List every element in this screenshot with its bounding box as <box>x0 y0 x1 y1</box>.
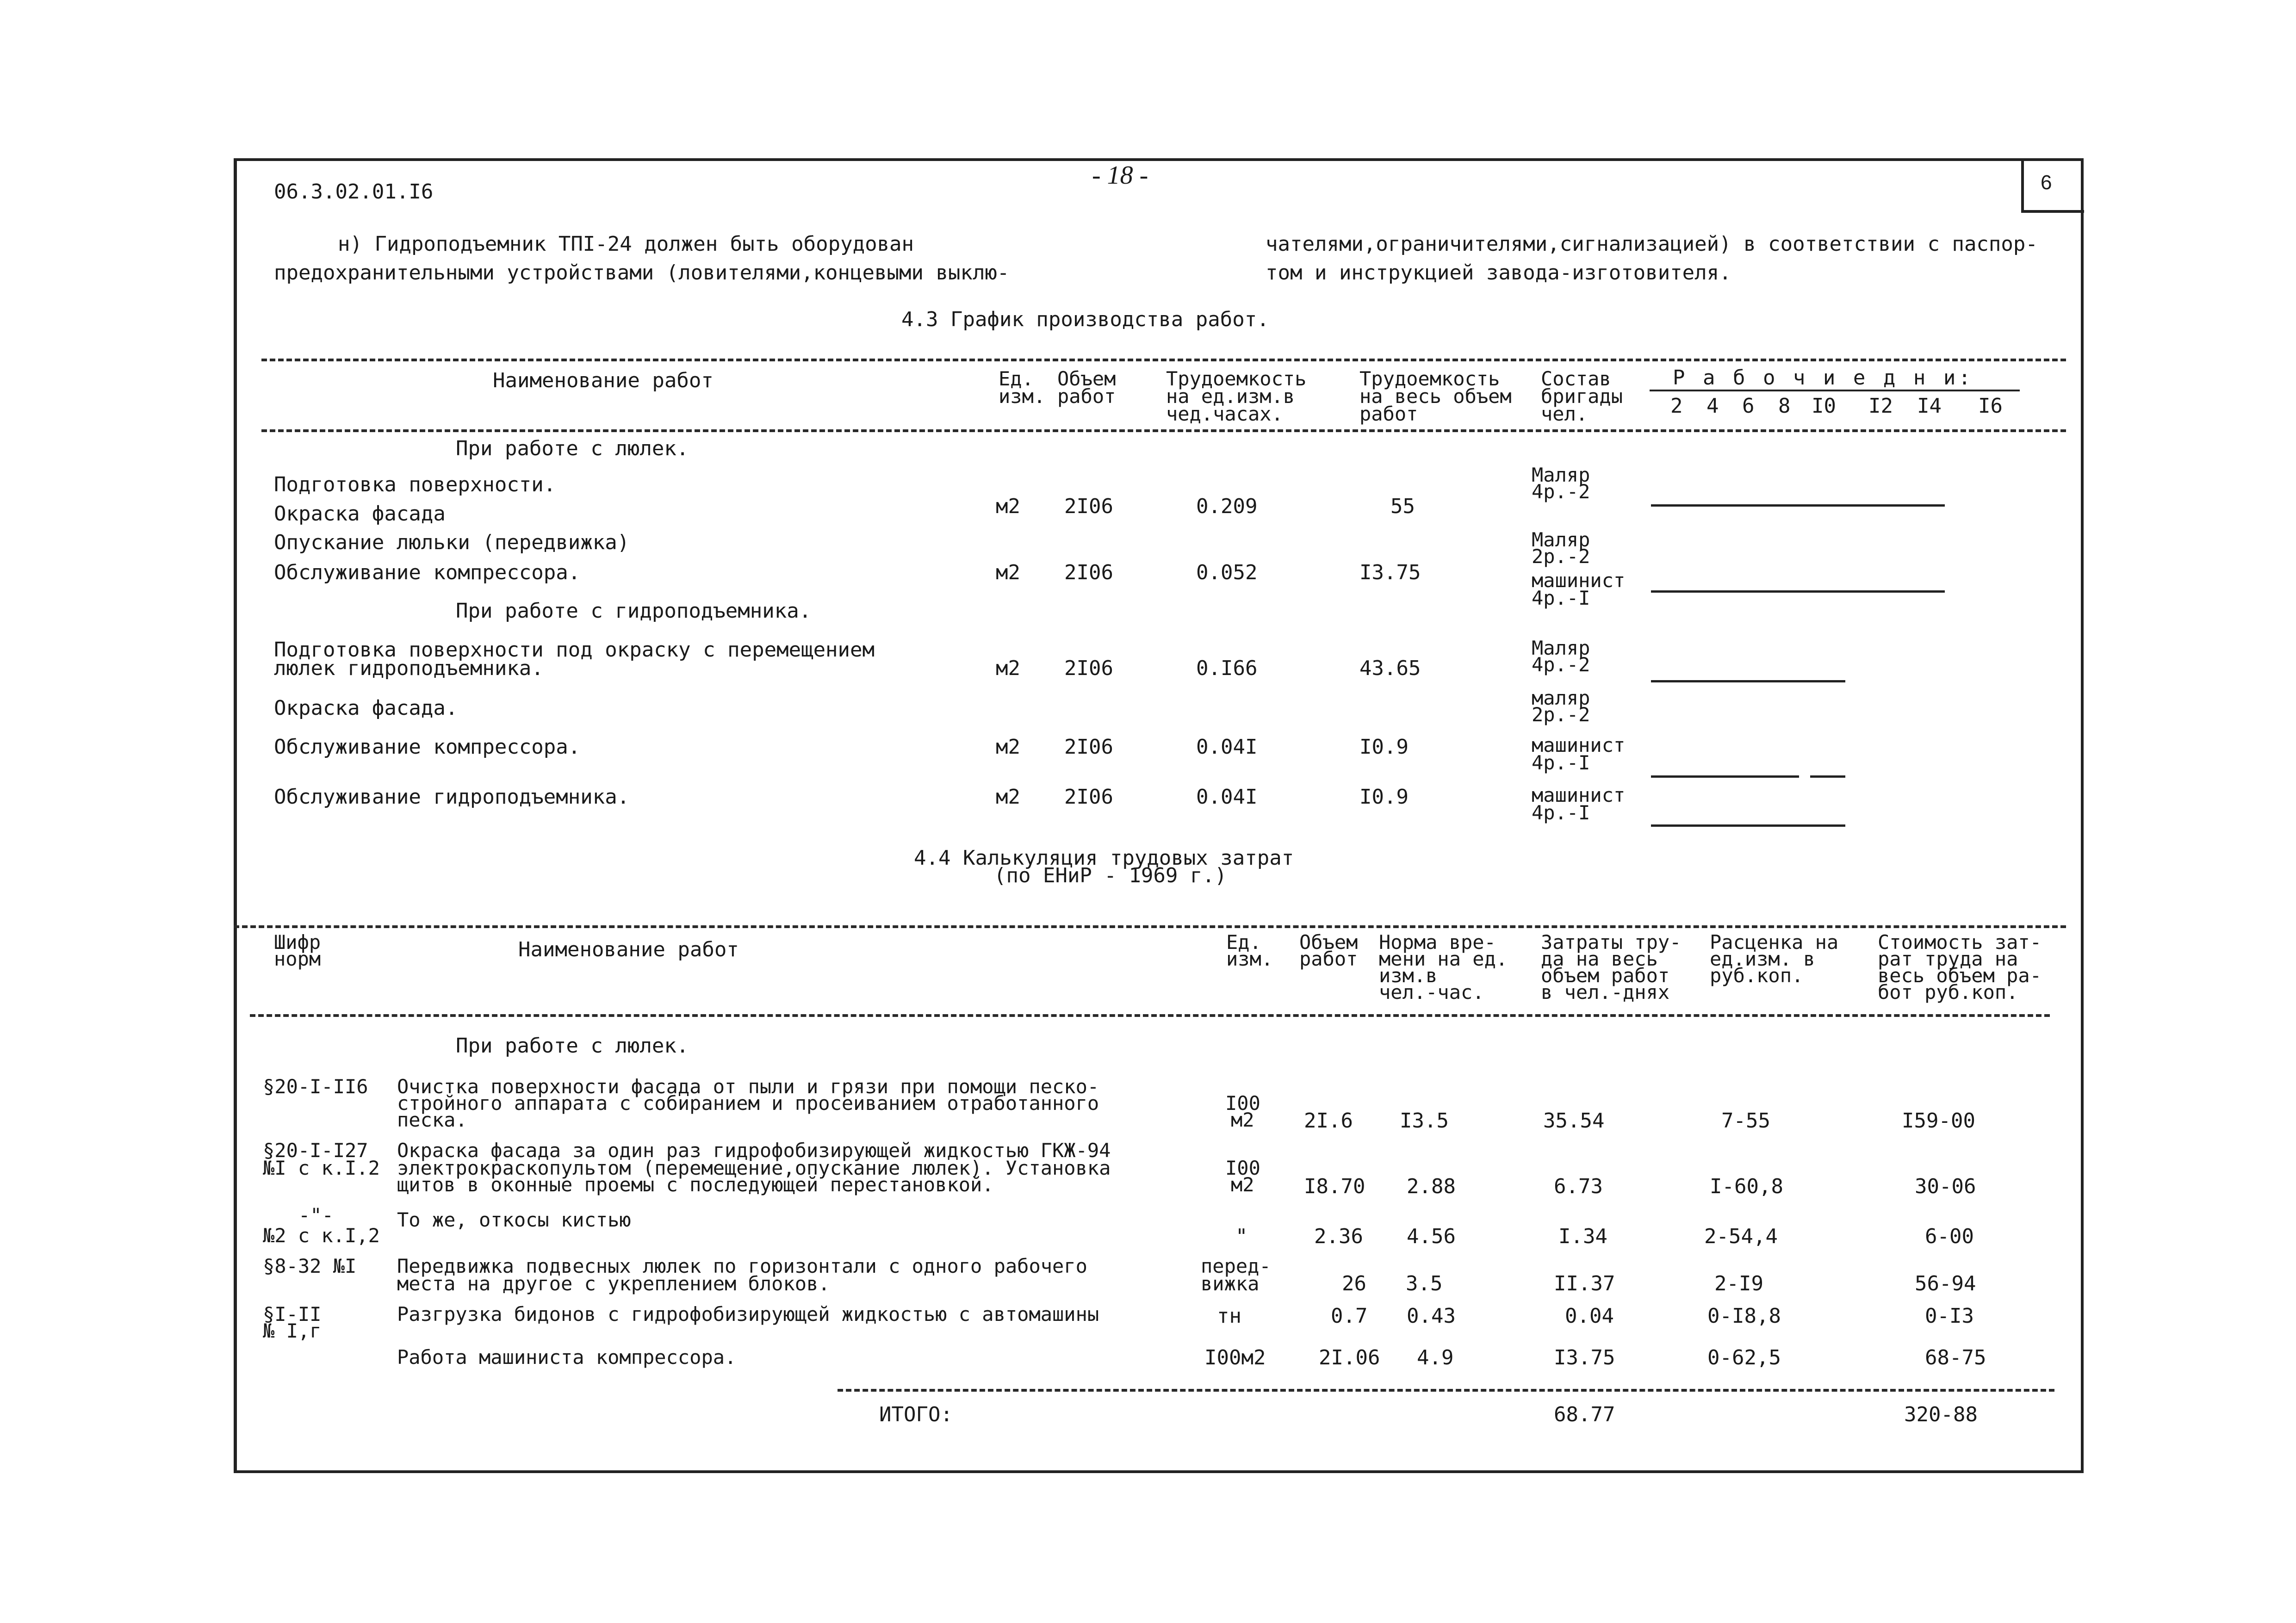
calc-col-labor-3: объем работ <box>1541 964 1670 987</box>
calc-row-rate: 2-54,4 <box>1704 1225 1778 1248</box>
calc-total-labor: 68.77 <box>1554 1403 1615 1426</box>
schedule-header-top-rule <box>261 359 2066 361</box>
calc-row-unit: перед- <box>1201 1255 1271 1277</box>
schedule-section-cradle: При работе с люлек. <box>456 437 689 460</box>
calc-row-norm: 0.43 <box>1407 1304 1456 1328</box>
day-label-4: 4 <box>1706 394 1719 418</box>
schedule-row-unit: м2 <box>996 735 1020 759</box>
schedule-col-labor-total-3: работ <box>1359 403 1418 425</box>
calc-row-volume: 26 <box>1342 1272 1366 1295</box>
calc-row-norm: 4.56 <box>1407 1225 1456 1248</box>
schedule-row-crew: Маляр <box>1532 464 1590 486</box>
schedule-col-unit-1: Ед. <box>999 367 1034 390</box>
schedule-row-name: Обслуживание компрессора. <box>274 561 581 584</box>
calc-row-code: §20-I-II6 <box>263 1075 368 1098</box>
schedule-col-labor-total-2: на весь объем <box>1359 385 1512 408</box>
calc-row-cost: 0-I3 <box>1925 1304 1974 1328</box>
day-label-6: 6 <box>1742 394 1755 418</box>
schedule-row-crew: машинист <box>1532 569 1626 592</box>
schedule-row-unit: м2 <box>996 785 1020 809</box>
frame-left-border <box>234 158 237 1473</box>
schedule-col-name: Наименование работ <box>493 369 714 392</box>
schedule-row-labor-total: I3.75 <box>1359 561 1421 584</box>
calc-row-volume: I8.70 <box>1304 1175 1365 1198</box>
day-label-10: I0 <box>1812 394 1836 418</box>
calc-row-code: №2 с к.I,2 <box>263 1224 380 1247</box>
calc-row-rate: 2-I9 <box>1714 1272 1763 1295</box>
calc-total-rule <box>838 1389 2054 1392</box>
schedule-row-labor-total: I0.9 <box>1359 735 1409 759</box>
schedule-col-labor-unit-2: на ед.изм.в <box>1166 385 1295 408</box>
calc-col-rate-3: руб.коп. <box>1710 964 1804 987</box>
calc-row-rate: 0-I8,8 <box>1707 1304 1781 1328</box>
gantt-bar <box>1651 680 1845 682</box>
calc-row-unit: " <box>1235 1225 1248 1248</box>
calc-col-norm-3: изм.в <box>1379 964 1438 987</box>
calc-col-unit-2: изм. <box>1226 948 1273 970</box>
schedule-days-title: Р а б о ч и е д н и: <box>1673 366 1973 390</box>
schedule-col-unit-2: изм. <box>999 385 1046 408</box>
sheet-number-box <box>2021 158 2084 213</box>
calc-row-volume: 2.36 <box>1314 1225 1363 1248</box>
calc-col-unit-1: Ед. <box>1226 931 1261 954</box>
calc-row-code: §I-II <box>263 1303 322 1326</box>
gantt-bar <box>1651 504 1945 507</box>
schedule-row-name: Опускание люльки (передвижка) <box>274 531 630 554</box>
calc-row-volume: 2I.6 <box>1304 1109 1353 1133</box>
schedule-row-labor-total: 43.65 <box>1359 657 1421 680</box>
schedule-row-name: Обслуживание компрессора. <box>274 735 581 759</box>
calc-row-unit: I00 <box>1225 1157 1260 1179</box>
calc-row-labor: 0.04 <box>1565 1304 1614 1328</box>
calc-row-labor: I.34 <box>1558 1225 1607 1248</box>
calc-row-norm: 2.88 <box>1407 1175 1456 1198</box>
calc-row-norm: 4.9 <box>1417 1346 1454 1369</box>
calc-row-cost: I59-00 <box>1902 1109 1975 1133</box>
schedule-row-crew: 4р.-2 <box>1532 480 1590 503</box>
calc-row-rate: 0-62,5 <box>1707 1346 1781 1369</box>
schedule-col-volume-1: Объем <box>1057 367 1116 390</box>
schedule-row-volume: 2I06 <box>1064 785 1113 809</box>
calc-row-name: места на другое с укреплением блоков. <box>397 1272 830 1295</box>
gantt-bar <box>1810 775 1845 778</box>
schedule-row-labor-total: 55 <box>1390 495 1415 518</box>
calc-row-code: §8-32 №I <box>263 1255 357 1277</box>
calc-col-norm-1: Норма вре- <box>1379 931 1496 954</box>
schedule-row-labor-unit: 0.052 <box>1196 561 1258 584</box>
calc-row-labor: 35.54 <box>1543 1109 1605 1133</box>
schedule-days-title-underline <box>1650 390 2020 391</box>
sheet-number: 6 <box>2041 171 2052 194</box>
calc-row-unit: вижка <box>1201 1272 1260 1295</box>
calc-col-cost-1: Стоимость зат- <box>1878 931 2042 954</box>
calc-row-volume: 0.7 <box>1331 1304 1368 1328</box>
schedule-row-crew: 4р.-I <box>1532 751 1590 774</box>
schedule-row-volume: 2I06 <box>1064 657 1113 680</box>
calc-row-norm: I3.5 <box>1400 1109 1449 1133</box>
calc-row-name: Работа машиниста компрессора. <box>397 1346 737 1369</box>
calc-col-code-2: норм <box>274 948 321 970</box>
calc-row-unit: тн <box>1217 1304 1241 1328</box>
schedule-row-volume: 2I06 <box>1064 561 1113 584</box>
schedule-row-labor-total: I0.9 <box>1359 785 1409 809</box>
schedule-col-crew-2: бригады <box>1541 385 1623 408</box>
schedule-row-labor-unit: 0.04I <box>1196 785 1258 809</box>
calc-row-unit: м2 <box>1231 1109 1254 1131</box>
gantt-bar <box>1651 590 1945 593</box>
gantt-bar <box>1651 824 1845 827</box>
frame-right-border <box>2081 158 2084 1473</box>
calc-col-name: Наименование работ <box>518 938 739 961</box>
calc-col-cost-4: бот руб.коп. <box>1878 981 2018 1004</box>
calc-row-name: Передвижка подвесных люлек по горизонтали с одного рабочего <box>397 1255 1087 1277</box>
day-label-12: I2 <box>1868 394 1893 418</box>
calc-row-labor: 6.73 <box>1554 1175 1603 1198</box>
calc-col-volume-2: работ <box>1299 948 1358 970</box>
calc-row-unit: I00 <box>1225 1092 1260 1115</box>
schedule-row-name: Подготовка поверхности под окраску с перемещением <box>274 638 875 662</box>
calc-col-volume-1: Объем <box>1299 931 1358 954</box>
schedule-row-labor-unit: 0.04I <box>1196 735 1258 759</box>
calc-row-labor: II.37 <box>1554 1272 1615 1295</box>
schedule-row-labor-unit: 0.I66 <box>1196 657 1258 680</box>
schedule-row-unit: м2 <box>996 561 1020 584</box>
schedule-row-crew: маляр <box>1532 687 1590 709</box>
calc-section-cradle: При работе с люлек. <box>456 1034 689 1058</box>
calc-col-rate-2: ед.изм. в <box>1710 948 1815 970</box>
day-label-16: I6 <box>1978 394 2003 418</box>
page-mark: - 18 - <box>1092 161 1148 190</box>
calc-title-line-2: (по ЕНиР - 1969 г.) <box>994 864 1227 887</box>
schedule-row-crew: Маляр <box>1532 528 1590 551</box>
calc-row-name: Очистка поверхности фасада от пыли и грязи при помощи песко- <box>397 1075 1099 1098</box>
calc-row-cost: 30-06 <box>1915 1175 1976 1198</box>
calc-row-code: -"- <box>298 1204 334 1227</box>
calc-row-cost: 68-75 <box>1925 1346 1986 1369</box>
calc-row-code: №I с к.I.2 <box>263 1157 380 1179</box>
calc-row-name: Разгрузка бидонов с гидрофобизирующей жидкостью с автомашины <box>397 1303 1099 1326</box>
calc-row-code: §20-I-I27 <box>263 1139 368 1162</box>
calc-total-label: ИТОГО: <box>879 1403 953 1426</box>
schedule-row-crew: 4р.-I <box>1532 801 1590 824</box>
intro-left-line-2: предохранительными устройствами (ловителями,концевыми выклю- <box>274 261 1010 285</box>
calc-row-name: песка. <box>397 1109 467 1131</box>
schedule-title: 4.3 График производства работ. <box>901 308 1269 331</box>
schedule-row-name: Окраска фасада <box>274 502 446 526</box>
schedule-col-labor-unit-3: чед.часах. <box>1166 403 1283 425</box>
calc-row-volume: 2I.06 <box>1319 1346 1380 1369</box>
schedule-row-crew: машинист <box>1532 734 1626 756</box>
calc-col-norm-2: мени на ед. <box>1379 948 1508 970</box>
schedule-row-crew: 2р.-2 <box>1532 703 1590 726</box>
calc-row-rate: 7-55 <box>1721 1109 1770 1133</box>
schedule-col-crew-3: чел. <box>1541 403 1588 425</box>
schedule-header-bottom-rule <box>261 429 2066 432</box>
calc-row-cost: 56-94 <box>1915 1272 1976 1295</box>
day-label-14: I4 <box>1917 394 1942 418</box>
calc-row-cost: 6-00 <box>1925 1225 1974 1248</box>
schedule-row-name: Подготовка поверхности. <box>274 473 556 496</box>
intro-left-line-1: н) Гидроподъемник ТПI-24 должен быть оборудован <box>338 232 914 256</box>
schedule-row-name: люлек гидроподъемника. <box>274 657 544 680</box>
schedule-row-name: Обслуживание гидроподъемника. <box>274 785 630 809</box>
calc-row-name: Окраска фасада за один раз гидрофобизирующей жидкостью ГКЖ-94 <box>397 1139 1111 1162</box>
calc-title-line-1: 4.4 Калькуляция трудовых затрат <box>914 846 1294 870</box>
calc-total-cost: 320-88 <box>1904 1403 1978 1426</box>
frame-bottom-border <box>234 1470 2084 1473</box>
calc-header-top-rule <box>234 925 2066 928</box>
calc-row-norm: 3.5 <box>1406 1272 1443 1295</box>
calc-row-unit: I00м2 <box>1204 1346 1266 1369</box>
calc-col-rate-1: Расценка на <box>1710 931 1839 954</box>
schedule-row-crew: 4р.-2 <box>1532 653 1590 676</box>
calc-row-labor: I3.75 <box>1554 1346 1615 1369</box>
calc-col-cost-3: весь объем ра- <box>1878 964 2042 987</box>
schedule-row-labor-unit: 0.209 <box>1196 495 1258 518</box>
calc-col-norm-4: чел.-час. <box>1379 981 1484 1004</box>
frame-top-border <box>234 158 2084 161</box>
schedule-row-name: Окраска фасада. <box>274 696 458 720</box>
calc-col-labor-2: да на весь <box>1541 948 1658 970</box>
schedule-row-crew: Маляр <box>1532 637 1590 659</box>
schedule-row-crew: 4р.-I <box>1532 587 1590 609</box>
calc-header-bottom-rule <box>250 1014 2050 1017</box>
calc-col-labor-4: в чел.-днях <box>1541 981 1670 1004</box>
schedule-section-lift: При работе с гидроподъемника. <box>456 599 812 623</box>
gantt-bar <box>1651 775 1799 778</box>
intro-right-line-2: том и инструкцией завода-изготовителя. <box>1266 261 1731 285</box>
doc-code: 06.3.02.01.I6 <box>274 180 434 204</box>
calc-row-name: стройного аппарата с собиранием и просеиванием отработанного <box>397 1092 1099 1115</box>
calc-col-cost-2: рат труда на <box>1878 948 2018 970</box>
schedule-col-volume-2: работ <box>1057 385 1116 408</box>
schedule-row-crew: машинист <box>1532 784 1626 806</box>
schedule-col-labor-total-1: Трудоемкость <box>1359 367 1500 390</box>
schedule-row-crew: 2р.-2 <box>1532 545 1590 568</box>
calc-col-labor-1: Затраты тру- <box>1541 931 1682 954</box>
day-label-8: 8 <box>1778 394 1791 418</box>
calc-row-code: № I,г <box>263 1319 322 1342</box>
calc-row-name: То же, откосы кистью <box>397 1208 631 1231</box>
schedule-row-unit: м2 <box>996 495 1020 518</box>
schedule-row-volume: 2I06 <box>1064 495 1113 518</box>
schedule-col-labor-unit-1: Трудоемкость <box>1166 367 1307 390</box>
schedule-col-crew-1: Состав <box>1541 367 1611 390</box>
intro-right-line-1: чателями,ограничителями,сигнализацией) в соответствии с паспор- <box>1266 232 2038 256</box>
day-label-2: 2 <box>1670 394 1683 418</box>
calc-row-unit: м2 <box>1231 1173 1254 1196</box>
calc-row-name: электрокраскопультом (перемещение,опускание люлек). Установка <box>397 1157 1111 1179</box>
schedule-row-unit: м2 <box>996 657 1020 680</box>
calc-row-name: щитов в оконные проемы с последующей перестановкой. <box>397 1173 994 1196</box>
calc-col-code-1: Шифр <box>274 931 321 954</box>
schedule-row-volume: 2I06 <box>1064 735 1113 759</box>
calc-row-rate: I-60,8 <box>1710 1175 1783 1198</box>
